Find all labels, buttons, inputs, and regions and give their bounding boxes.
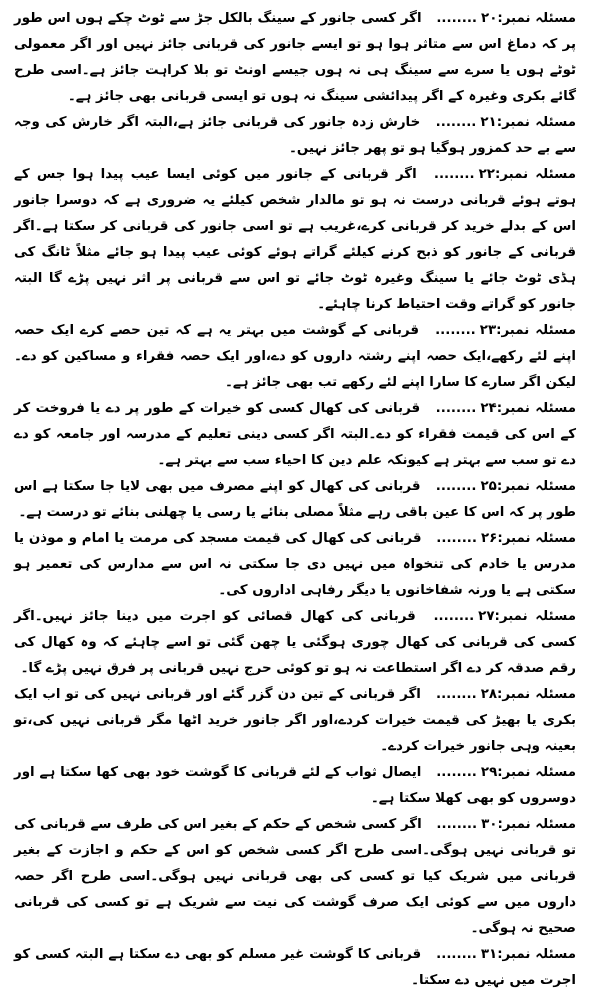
dotted-leader: ........ bbox=[436, 947, 477, 962]
masala-number: مسئلہ نمبر:۲۵ bbox=[480, 479, 576, 494]
masala-text: قربانی کی کھال کو اپنے مصرف میں بھی لایا جا سکتا ہے اس طور پر کہ اس کا عین باقی رہے مثلاً مصلی بنائے یا رسی یا چھلنی بنائے تو درست ہے۔ bbox=[14, 479, 576, 520]
masala-28 bbox=[14, 682, 576, 760]
dotted-leader: ........ bbox=[436, 11, 478, 26]
masala-30 bbox=[14, 812, 576, 942]
masala-text: قربانی کی کھال کسی کو خیرات کے طور پر دے یا فروخت کر کے اس کی قیمت فقراء کو دے۔البتہ اگر کسی دینی تعلیم کے مدرسہ اور جامعہ کو دے دے تو سب سے بہتر ہے کیونکہ علم دین کا احیاء سب سے بہتر ہے۔ bbox=[14, 401, 576, 468]
dotted-leader: ........ bbox=[436, 531, 477, 546]
dotted-leader: ........ bbox=[433, 609, 475, 624]
masala-22 bbox=[14, 162, 576, 318]
dotted-leader: ........ bbox=[436, 765, 477, 780]
masala-number: مسئلہ نمبر:۲۴ bbox=[480, 401, 577, 416]
dotted-leader: ........ bbox=[435, 401, 477, 416]
masala-text: قربانی کی کھال کی قیمت مسجد کی مرمت یا امام و موذن یا مدرس یا خادم کی تنخواہ میں نہیں دی جا سکتی نہ اس سے مدارس کی تعمیر ہو سکتی ہے یا ورنہ شفاخانوں یا دیگر رفاہی اداروں کی۔ bbox=[14, 531, 576, 598]
masala-number: مسئلہ نمبر:۲۱ bbox=[480, 115, 576, 130]
masala-number: مسئلہ نمبر:۲۰ bbox=[481, 11, 576, 26]
masala-text: اگر قربانی کے تین دن گزر گئے اور قربانی نہیں کی تو اب ایک بکری یا بھیڑ کی قیمت خیرات کردے،اور اگر جانور خرید اٹھا مگر قربانی نہیں کی،تو بعینہ وہی جانور خیرات کردے۔ bbox=[14, 687, 576, 754]
dotted-leader: ........ bbox=[435, 687, 477, 702]
masala-29 bbox=[14, 760, 576, 812]
masala-text: قربانی کا گوشت غیر مسلم کو بھی دے سکتا ہے البتہ کسی کو اجرت میں نہیں دے سکتا۔ bbox=[14, 947, 576, 988]
masala-text: اگر قربانی کے جانور میں کوئی ایسا عیب پیدا ہوا جس کے ہوتے ہوئے قربانی درست نہ ہو تو مالدار شخص کیلئے یہ ضروری ہے کہ دوسرا جانور اس کے بدلے خرید کر قربانی کرے،غریب ہے تو اسی جانور کی قربانی کر سکتا ہے۔اگر قربانی کے جانور کو ذبح کرنے کیلئے گراتے ہوئے کوئی عیب پیدا ہو جائے مثلاً ٹانگ کی ہڈی ٹوٹ جائے یا سینگ وغیرہ ٹوٹ جائے تو اس سے قربانی پر اثر نہیں پڑے گا البتہ جانور کو گراتے وقت احتیاط کرنا چاہئے۔ bbox=[14, 167, 576, 312]
masala-25 bbox=[14, 474, 576, 526]
masala-23 bbox=[14, 318, 576, 396]
masala-27 bbox=[14, 604, 576, 682]
masala-text: خارش زدہ جانور کی قربانی جائز ہے،البتہ اگر خارش کی وجہ سے بے حد کمزور ہوگیا ہو تو پھر جائز نہیں۔ bbox=[14, 115, 576, 156]
masala-text: اگر کسی شخص کے حکم کے بغیر اس کی طرف سے قربانی کی تو قربانی نہیں ہوگی۔اسی طرح اگر کسی شخص کو اس کے حکم و اجازت کے بغیر قربانی میں شریک کیا تو کسی کی بھی قربانی نہیں ہوگی۔اسی طرح اگر حصہ داروں میں سے کوئی ایک صرف گوشت کی نیت سے شریک ہے تو کسی کی قربانی صحیح نہ ہوگی۔ bbox=[14, 817, 576, 936]
dotted-leader: ........ bbox=[436, 817, 478, 832]
masala-number: مسئلہ نمبر:۲۹ bbox=[480, 765, 576, 780]
masala-26 bbox=[14, 526, 576, 604]
masala-number: مسئلہ نمبر:۳۱ bbox=[480, 947, 576, 962]
dotted-leader: ........ bbox=[433, 167, 475, 182]
masala-text: قربانی کے گوشت میں بہتر یہ ہے کہ تین حصے کرے ایک حصہ اپنے لئے رکھے،ایک حصہ اپنے رشتہ داروں کو دے،اور ایک حصہ فقراء و مساکین کو دے۔لیکن اگر سارے کا سارا اپنے لئے رکھے تب بھی جائز ہے۔ bbox=[14, 323, 576, 390]
masala-21 bbox=[14, 110, 576, 162]
masala-text: قربانی کی کھال قصائی کو اجرت میں دینا جائز نہیں۔اگر کسی کی قربانی کی کھال چوری ہوگئی یا چھن گئی تو اسے چاہئے کہ وہ کھال کی رقم صدقہ کر دے اگر استطاعت نہ ہو تو کوئی حرج نہیں قربانی پر فرق نہیں پڑے گا۔ bbox=[14, 609, 576, 676]
masala-number: مسئلہ نمبر:۲۷ bbox=[478, 609, 576, 624]
masala-number: مسئلہ نمبر:۲۲ bbox=[478, 167, 576, 182]
dotted-leader: ........ bbox=[435, 479, 477, 494]
masala-31 bbox=[14, 942, 576, 994]
masala-text: ایصال ثواب کے لئے قربانی کا گوشت خود بھی کھا سکتا ہے اور دوسروں کو بھی کھلا سکتا ہے۔ bbox=[14, 765, 576, 806]
masala-20 bbox=[14, 6, 576, 110]
masala-24 bbox=[14, 396, 576, 474]
masala-number: مسئلہ نمبر:۲۳ bbox=[479, 323, 576, 338]
dotted-leader: ........ bbox=[435, 323, 476, 338]
masala-text: اگر کسی جانور کے سینگ بالکل جڑ سے ٹوٹ چکے ہوں اس طور پر کہ دماغ اس سے متاثر ہوا ہو تو ایسے جانور کی قربانی جائز نہیں اور اگر معمولی ٹوٹے ہوں یا سرے سے سینگ ہی نہ ہوں جیسے اونٹ تو بلا کراہت جائز ہے۔اسی طرح گائے بکری وغیرہ کے اگر پیدائشی سینگ نہ ہوں تو ایسی قربانی بھی جائز ہے۔ bbox=[14, 11, 576, 104]
masala-number: مسئلہ نمبر:۳۰ bbox=[481, 817, 577, 832]
masala-number: مسئلہ نمبر:۲۸ bbox=[480, 687, 576, 702]
masala-number: مسئلہ نمبر:۲۶ bbox=[480, 531, 576, 546]
dotted-leader: ........ bbox=[435, 115, 477, 130]
